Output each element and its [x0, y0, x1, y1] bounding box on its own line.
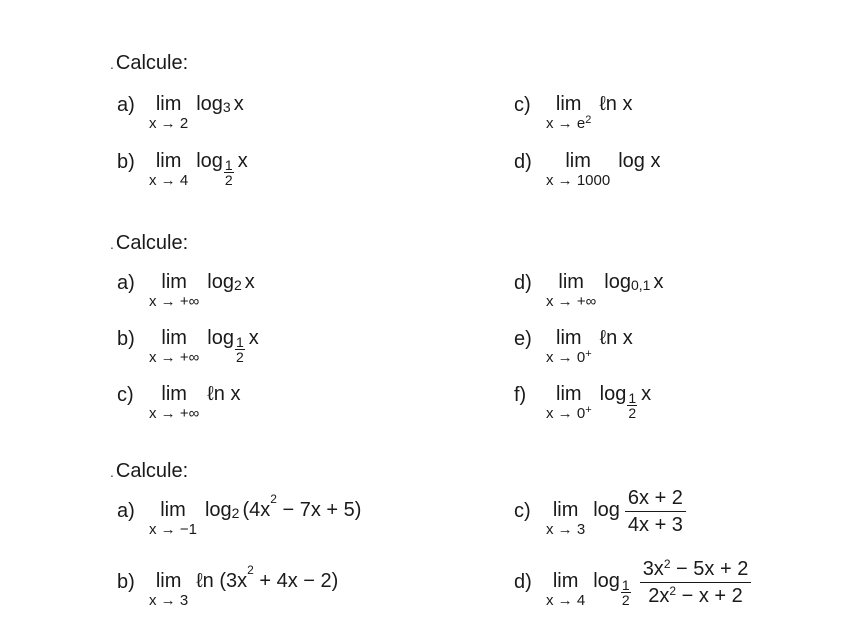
base-fraction: 1 2 — [236, 334, 244, 365]
limit-subscript: x → −1 — [149, 521, 197, 538]
item-label: d) — [514, 151, 532, 173]
limit-expression: log $\frac{6x + 2}{4x + 3}$ — [593, 499, 686, 547]
limit-subscript: x → 0+ — [546, 348, 592, 366]
item-label: c) — [117, 384, 134, 406]
limit-operator: lim x → +∞ — [149, 327, 200, 366]
item-label: b) — [117, 328, 135, 350]
argument-fraction: $\frac{6x + 2}{4x + 3}$ — [625, 488, 686, 535]
exercise-3a — [117, 492, 362, 538]
base-fraction: 1 2 — [224, 157, 233, 188]
limit-operator: lim x → 2 — [149, 93, 189, 132]
limit-expression: log 3 x — [196, 93, 244, 115]
item-label: c) — [514, 94, 531, 116]
limit-operator: lim x → 4 — [149, 150, 189, 189]
limit-expression: ℓn x — [599, 93, 633, 115]
limit-subscript: x → 0+ — [546, 404, 592, 422]
limit-operator: lim x → 0+ — [546, 383, 592, 422]
limit-expression: log 1 2 x — [599, 383, 652, 421]
exercise-1d — [514, 150, 660, 189]
item-label: a) — [117, 500, 135, 522]
exercise-2a — [117, 271, 255, 310]
limit-expression: log 2 (4x 2 − 7x + 5) — [204, 492, 362, 521]
limit-expression: ℓn x — [599, 327, 633, 349]
item-label: e) — [514, 328, 532, 350]
limit-operator: lim x → 3 — [546, 499, 586, 538]
limit-expression: log 2 x — [207, 271, 255, 293]
item-label: d) — [514, 571, 532, 593]
exercise-2b — [117, 327, 259, 366]
section-1-title: . Calcule: — [110, 52, 189, 74]
limit-operator: lim x → +∞ — [149, 271, 200, 310]
limit-expression: ℓn x — [207, 383, 241, 405]
exercise-2c — [117, 383, 240, 422]
item-label: b) — [117, 151, 135, 173]
exercise-1c — [514, 93, 632, 134]
section-2-title: . Calcule: — [110, 232, 189, 254]
exercise-1a — [117, 93, 244, 132]
exercise-3d — [514, 557, 751, 618]
limit-operator: lim x → 4 — [546, 570, 586, 609]
limit-subscript: x → 2 — [149, 115, 189, 132]
limit-subscript: x → 1000 — [546, 172, 611, 189]
limit-subscript: x → 4 — [546, 592, 586, 609]
exercise-2f — [514, 383, 651, 424]
limit-operator: lim x → −1 — [149, 499, 197, 538]
section-3-title: . Calcule: — [110, 460, 189, 482]
base-fraction: 1 2 — [621, 577, 630, 608]
exercise-2d — [514, 271, 663, 310]
base-fraction: 1 2 — [628, 390, 637, 421]
exercise-3b — [117, 563, 339, 609]
limit-subscript: x → +∞ — [149, 405, 200, 422]
exercise-2e — [514, 327, 633, 368]
item-label: a) — [117, 94, 135, 116]
limit-expression: log 1 2 x — [196, 150, 248, 188]
limit-subscript: $x \to e^2$ — [546, 114, 592, 132]
limit-expression: ℓn (3x 2 + 4x − 2) — [196, 563, 339, 592]
limit-subscript: x → 3 — [546, 521, 586, 538]
limit-subscript: x → 3 — [149, 592, 189, 609]
limit-operator: lim x → 3 — [149, 570, 189, 609]
argument-fraction: $\frac{3x^2 - 5x + 2}{2x^2 - x + 2}$ — [640, 559, 752, 606]
limit-subscript: x → +∞ — [149, 293, 200, 310]
limit-operator: lim $x \to e^2$ — [546, 93, 592, 132]
item-label: c) — [514, 500, 531, 522]
item-label: d) — [514, 272, 532, 294]
item-label: f) — [514, 384, 527, 406]
limit-operator: lim x → +∞ — [149, 383, 200, 422]
limit-operator: lim x → 0+ — [546, 327, 592, 366]
limit-subscript: x → 4 — [149, 172, 189, 189]
limit-expression: log 1 2 $\frac{3x^2 - 5x + 2}{2x^2 - x + 2}$ — [593, 570, 751, 618]
limit-expression: log 1 2 x — [207, 327, 259, 365]
limit-subscript: x → +∞ — [546, 293, 597, 310]
limit-operator: lim x → 1000 — [546, 150, 611, 189]
item-label: b) — [117, 571, 135, 593]
limit-expression: log 0,1 x — [604, 271, 664, 293]
limit-operator: lim x → +∞ — [546, 271, 597, 310]
exercise-3c — [514, 487, 686, 547]
item-label: a) — [117, 272, 135, 294]
limit-expression: log x — [618, 150, 661, 172]
limit-subscript: x → +∞ — [149, 349, 200, 366]
exercise-1b — [117, 150, 248, 189]
